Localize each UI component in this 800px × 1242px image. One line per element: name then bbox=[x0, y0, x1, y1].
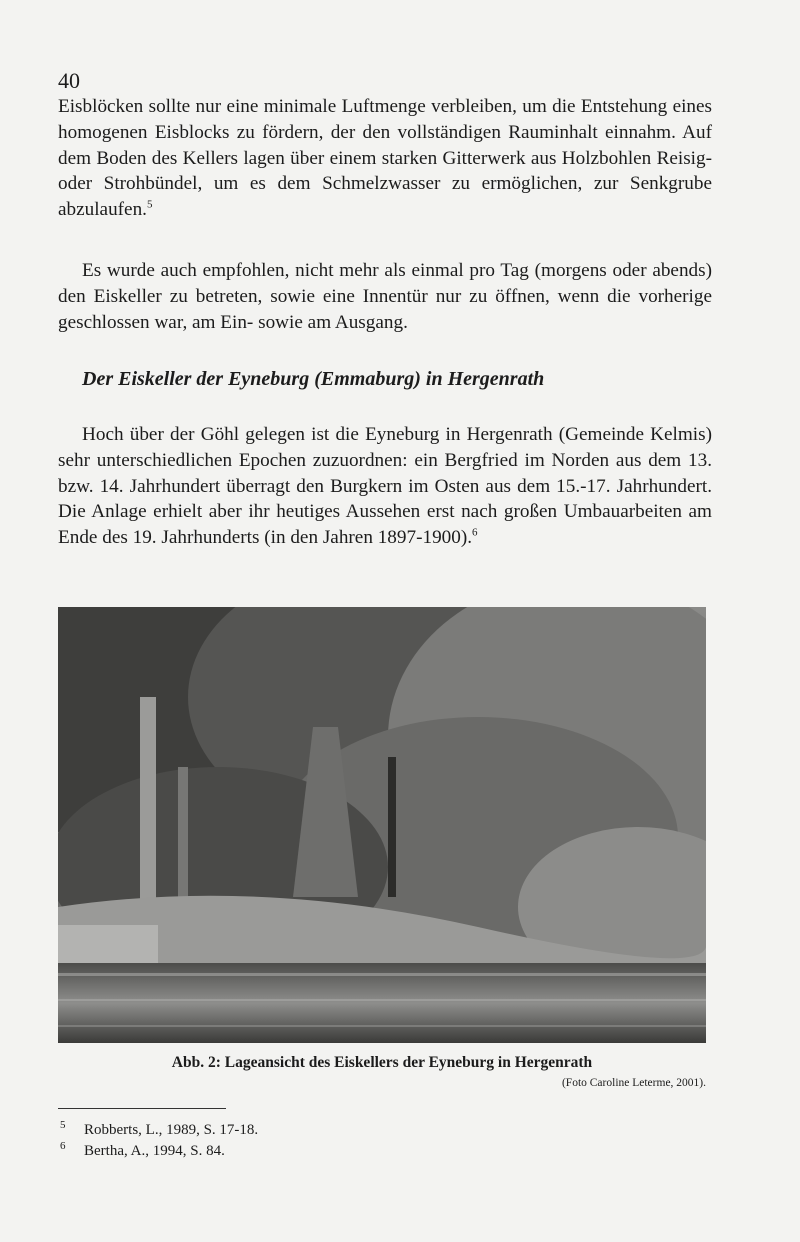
figure-caption: Abb. 2: Lageansicht des Eiskellers der Eyneburg in Hergenrath bbox=[171, 1054, 593, 1071]
photo-credit: (Foto Caroline Leterme, 2001). bbox=[561, 1077, 706, 1089]
footnote-5: 5 Robberts, L., 1989, S. 17-18. bbox=[60, 1119, 259, 1138]
footnote-ref-6[interactable]: 6 bbox=[472, 526, 478, 539]
paragraph-1-text: Eisblöcken sollte nur eine minimale Luftmenge verbleiben, um die Entstehung eines homogenen Eisblocks zu fördern, der den vollständigen Rauminhalt einnahm. Auf dem Boden des Kellers lagen über einem starken Gitterwerk aus Holzbohlen Reisig- oder Strohbündel, um es dem Schmelzwasser zu ermöglichen, zur Senkgrube abzulaufen. bbox=[58, 96, 712, 221]
paragraph-2-text: Es wurde auch empfohlen, nicht mehr als einmal pro Tag (morgens oder abends) den Eiskeller zu betreten, sowie eine Innentür nur zu öffnen, wenn die vorherige geschlossen war, am Ein- sowie am Ausgang. bbox=[58, 260, 712, 333]
forest-pond-photo bbox=[58, 607, 706, 1043]
footnote-ref-5[interactable]: 5 bbox=[146, 198, 153, 211]
paragraph-1 bbox=[58, 94, 712, 223]
footnote-text: Bertha, A., 1994, S. 84. bbox=[84, 1143, 225, 1159]
footnote-divider bbox=[58, 1108, 226, 1109]
page-number: 40 bbox=[58, 68, 80, 93]
section-heading: Der Eiskeller der Eyneburg (Emmaburg) in Hergenrath bbox=[82, 368, 545, 390]
paragraph-2 bbox=[58, 258, 712, 335]
footnote-text: Robberts, L., 1989, S. 17-18. bbox=[84, 1122, 259, 1138]
paragraph-3-text: Hoch über der Göhl gelegen ist die Eyneburg in Hergenrath (Gemeinde Kelmis) sehr unterschiedlichen Epochen zuzuordnen: ein Bergfried im Norden aus dem 13. bzw. 14. Jahrhundert überragt den Burgkern im Osten aus dem 15.-17. Jahrhundert. Die Anlage erhielt aber ihr heutiges Aussehen erst nach großen Umbauarbeiten am Ende des 19. Jahrhunderts (in den Jahren 1897-1900). bbox=[58, 424, 712, 549]
footnote-6: 6 Bertha, A., 1994, S. 84. bbox=[60, 1140, 225, 1159]
paragraph-3 bbox=[58, 422, 712, 551]
